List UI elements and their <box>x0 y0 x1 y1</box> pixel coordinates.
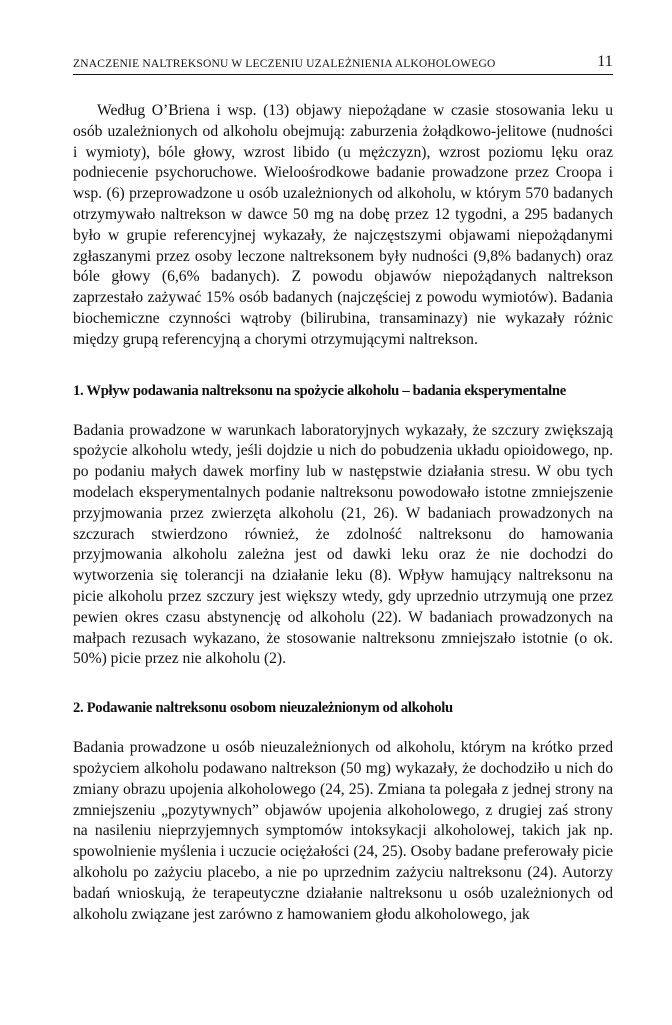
section-1-heading: 1. Wpływ podawania naltreksonu na spożycie alkoholu – badania eksperymentalne <box>73 382 566 399</box>
document-page <box>73 54 613 925</box>
section-2-paragraph: Badania prowadzone u osób nieuzależnionych od alkoholu, którym na krótko przed spożyciem alkoholu podawano naltrekson (50 mg) wykazały, że dochodziło u nich do zmiany obrazu upojenia alkoholowego (24, 25). Zmiana ta polegała z jednej strony na zmniejszeniu „pozytywnych” objawów upojenia alkoholowego, z drugiej zaś strony na nasileniu nieprzyjemnych symptomów intoksykacji alkoholowej, takich jak np. spowolnienie myślenia i uczucie ociężałości (24, 25). Osoby badane preferowały picie alkoholu po zażyciu placebo, a nie po uprzednim zażyciu naltreksonu (24). Autorzy badań wnioskują, że terapeutyczne działanie naltreksonu u osób uzależnionych od alkoholu związane jest zarówno z hamowaniem głodu alkoholowego, jak <box>73 739 613 923</box>
page-number: 11 <box>597 53 613 70</box>
section-2-heading: 2. Podawanie naltreksonu osobom nieuzależnionym od alkoholu <box>73 700 453 717</box>
running-title: ZNACZENIE NALTREKSONU W LECZENIU UZALEŻNIENIA ALKOHOLOWEGO <box>73 58 496 70</box>
section-1-paragraph: Badania prowadzone w warunkach laboratoryjnych wykazały, że szczury zwiększają spożycie alkoholu wtedy, jeśli dojdzie u nich do pobudzenia układu opioidowego, np. po podaniu małych dawek morfiny lub w następstwie działania stresu. W obu tych modelach eksperymentalnych podanie naltreksonu powodowało istotne zmniejszenie przyjmowania przez zwierzęta alkoholu (21, 26). W badaniach prowadzonych na szczurach stwierdzono również, że zdolność naltreksonu do hamowania przyjmowania alkoholu zależna jest od dawki leku oraz że nie dochodzi do wytworzenia się tolerancji na działanie leku (8). Wpływ hamujący naltreksonu na picie alkoholu przez szczury jest większy wtedy, gdy uprzednio utrzymują one przez pewien okres czasu abstynencję od alkoholu (22). W badaniach prowadzonych na małpach rezusach wykazano, że stosowanie naltreksonu zmniejszało istotnie (o ok. 50%) picie przez nie alkoholu (2). <box>73 421 613 668</box>
intro-paragraph: Według O’Briena i wsp. (13) objawy niepożądane w czasie stosowania leku u osób uzależnionych od alkoholu obejmują: zaburzenia żołądkowo-jelitowe (nudności i wymioty), bóle głowy, wzrost libido (u mężczyzn), wzrost poziomu lęku oraz podniecenie psychoruchowe. Wieloośrodkowe badanie prowadzone przez Croopa i wsp. (6) przeprowadzone u osób uzależnionych od alkoholu, w którym 570 badanych otrzymywało naltrekson w dawce 50 mg na dobę przez 12 tygodni, a 295 badanych było w grupie referencyjnej wykazały, że najczęstszymi objawami niepożądanymi zgłaszanymi przez osoby leczone naltreksonem były nudności (9,8% badanych) oraz bóle głowy (6,6% badanych). Z powodu objawów niepożądanych naltrekson zaprzestało zażywać 15% osób badanych (najczęściej z powodu wymiotów). Badania biochemiczne czynności wątroby (bilirubina, transaminazy) nie wykazały różnic między grupą referencyjną a chorymi otrzymującymi naltrekson. <box>73 102 613 348</box>
running-header <box>73 54 613 75</box>
